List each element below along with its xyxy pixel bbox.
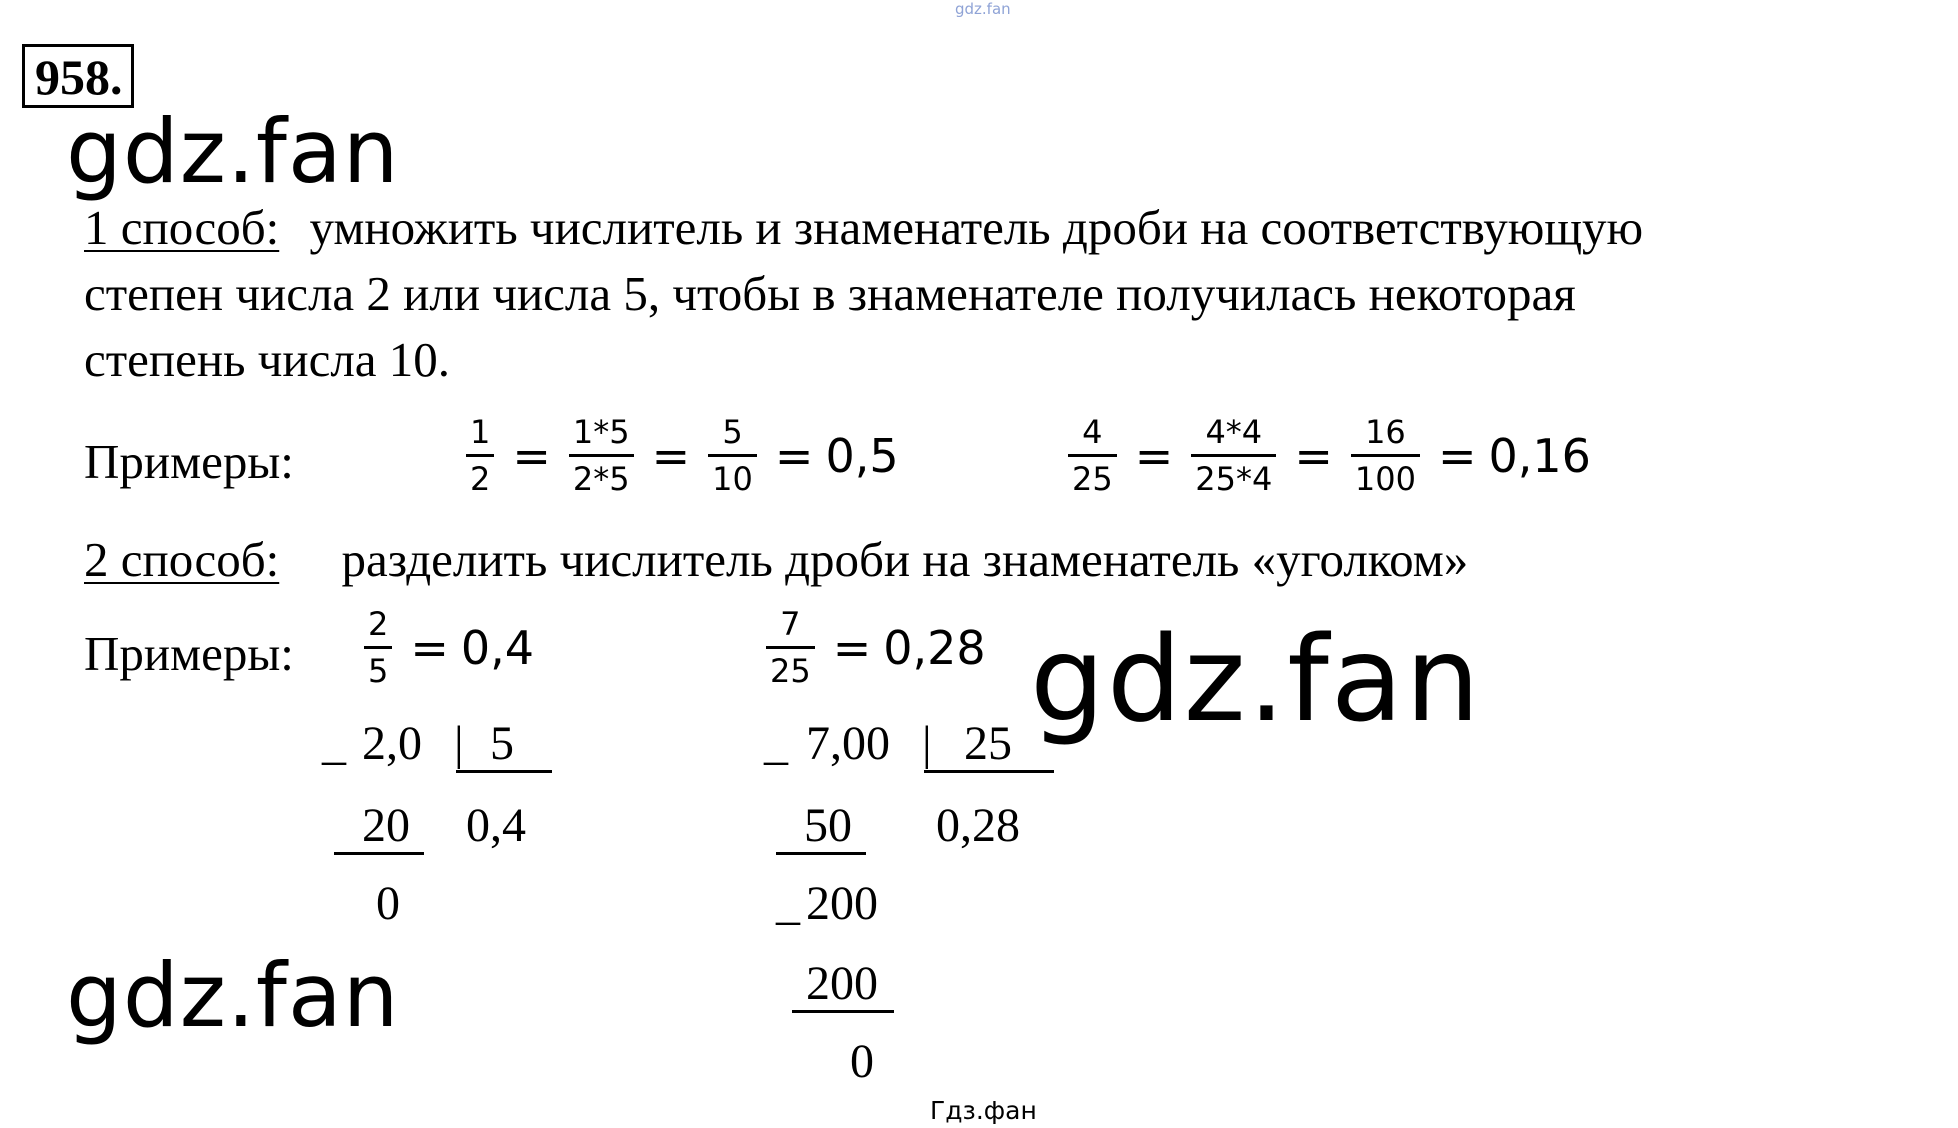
fraction: $\frac{16}{100}$ — [1351, 412, 1420, 499]
watermark-footer: Гдз.фан — [930, 1096, 1037, 1125]
division-bar: | — [922, 717, 932, 770]
division-subtrahend-2: 200 — [806, 957, 878, 1010]
division-dividend: 7,00 — [806, 717, 890, 770]
example3-result: 0,4 — [460, 620, 535, 675]
equals-sign: = — [774, 428, 814, 483]
division-quotient: 0,4 — [466, 799, 526, 852]
fraction: $\frac{4}{25}$ — [1068, 412, 1117, 499]
watermark-top: gdz.fan — [955, 0, 1011, 18]
method1-text-1: умножить числитель и знаменатель дроби на соответствующую — [309, 200, 1644, 255]
equals-sign: = — [1294, 428, 1333, 483]
example-1 — [460, 412, 899, 499]
divisor-underline — [456, 770, 552, 773]
example2-result: 0,16 — [1488, 428, 1591, 483]
division-remainder: 0 — [850, 1035, 874, 1088]
division-divisor: 25 — [964, 717, 1012, 770]
division-dividend: 2,0 — [362, 717, 422, 770]
equals-sign: = — [832, 620, 872, 675]
equals-sign: = — [1134, 428, 1174, 483]
example1-result: 0,5 — [825, 428, 899, 483]
fraction: $\frac{1}{2}$ — [466, 412, 494, 499]
method2-label: 2 способ: — [84, 532, 280, 587]
watermark-large-1: gdz.fan — [66, 100, 400, 203]
division-minus: _ — [322, 717, 346, 770]
subtrahend-underline — [776, 852, 866, 855]
division-quotient: 0,28 — [936, 799, 1020, 852]
division-minus-2: _ — [776, 877, 800, 930]
examples-label-2: Примеры: — [84, 626, 294, 681]
fraction: $\frac{4*4}{25*4}$ — [1191, 412, 1276, 499]
method1-line1 — [84, 196, 1643, 260]
example4-result: 0,28 — [883, 620, 986, 675]
equals-sign: = — [1437, 428, 1477, 483]
division-subtrahend: 20 — [362, 799, 410, 852]
example-4 — [760, 604, 986, 691]
equals-sign: = — [651, 428, 691, 483]
method2-text: разделить числитель дроби на знаменатель «уголком» — [341, 532, 1469, 587]
fraction: $\frac{7}{25}$ — [766, 604, 815, 691]
division-minus: _ — [764, 717, 788, 770]
division-mid: 200 — [806, 877, 878, 930]
fraction: $\frac{2}{5}$ — [364, 604, 392, 691]
examples-label-1: Примеры: — [84, 434, 294, 489]
division-remainder: 0 — [376, 877, 400, 930]
equals-sign: = — [410, 620, 449, 675]
method1-label: 1 способ: — [84, 200, 280, 255]
subtrahend-underline-2 — [792, 1010, 894, 1013]
fraction: $\frac{1*5}{2*5}$ — [569, 412, 634, 499]
division-divisor: 5 — [490, 717, 514, 770]
method1-line2: степен числа 2 или числа 5, чтобы в знаменателе получилась некоторая — [84, 266, 1576, 321]
fraction: $\frac{5}{10}$ — [708, 412, 757, 499]
method2-line — [84, 528, 1468, 592]
method1-line3: степень числа 10. — [84, 332, 451, 387]
example-2 — [1062, 412, 1591, 499]
subtrahend-underline — [334, 852, 424, 855]
equals-sign: = — [512, 428, 551, 483]
division-bar: | — [454, 717, 464, 770]
watermark-large-3: gdz.fan — [66, 944, 400, 1047]
division-subtrahend: 50 — [804, 799, 852, 852]
watermark-large-2: gdz.fan — [1030, 610, 1482, 748]
divisor-underline — [924, 770, 1054, 773]
task-number: 958. — [22, 44, 134, 108]
example-3 — [358, 604, 534, 691]
